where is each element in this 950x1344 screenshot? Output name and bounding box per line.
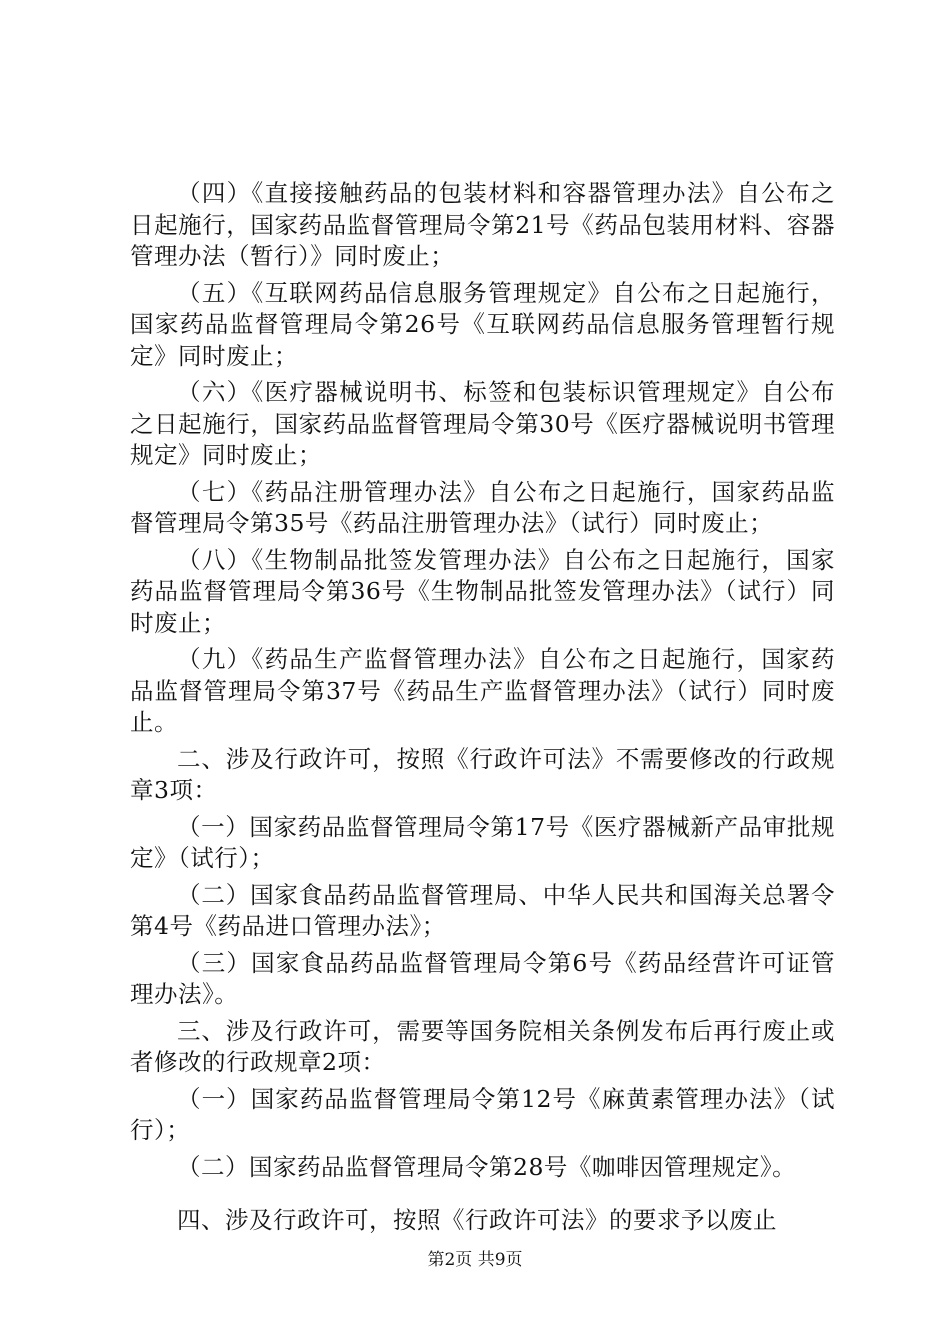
page-number-footer: 第2页 共9页 [427, 1250, 523, 1270]
paragraph: （三）国家食品药品监督管理局令第6号《药品经营许可证管理办法》。 [130, 948, 835, 1008]
paragraph: （五）《互联网药品信息服务管理规定》自公布之日起施行，国家药品监督管理局令第26号《互联网药品信息服务管理暂行规定》同时废止； [130, 278, 835, 370]
paragraph: （八）《生物制品批签发管理办法》自公布之日起施行，国家药品监督管理局令第36号《生物制品批签发管理办法》（试行）同时废止； [130, 545, 835, 637]
document-body [130, 178, 835, 1242]
paragraph: （二）国家药品监督管理局令第28号《咖啡因管理规定》。 [177, 1152, 797, 1181]
paragraph: （六）《医疗器械说明书、标签和包装标识管理规定》自公布之日起施行，国家药品监督管理局令第30号《医疗器械说明书管理规定》同时废止； [130, 378, 835, 469]
section-heading: 三、涉及行政许可，需要等国务院相关条例发布后再行废止或者修改的行政规章2项： [130, 1016, 835, 1076]
paragraph: （四）《直接接触药品的包装材料和容器管理办法》自公布之日起施行，国家药品监督管理局令第21号《药品包装用材料、容器管理办法（暂行）》同时废止； [130, 179, 835, 270]
paragraph: （七）《药品注册管理办法》自公布之日起施行，国家药品监督管理局令第35号《药品注册管理办法》（试行）同时废止； [130, 477, 835, 537]
paragraph: （二）国家食品药品监督管理局、中华人民共和国海关总署令第4号《药品进口管理办法》； [130, 880, 835, 940]
paragraph: （一）国家药品监督管理局令第17号《医疗器械新产品审批规定》（试行）； [130, 812, 835, 872]
paragraph: （九）《药品生产监督管理办法》自公布之日起施行，国家药品监督管理局令第37号《药品生产监督管理办法》（试行）同时废止。 [130, 645, 835, 736]
section-heading: 四、涉及行政许可，按照《行政许可法》的要求予以废止 [177, 1206, 777, 1234]
paragraph: （一）国家药品监督管理局令第12号《麻黄素管理办法》（试行）； [130, 1084, 835, 1144]
section-heading: 二、涉及行政许可，按照《行政许可法》不需要修改的行政规章3项： [130, 744, 835, 804]
